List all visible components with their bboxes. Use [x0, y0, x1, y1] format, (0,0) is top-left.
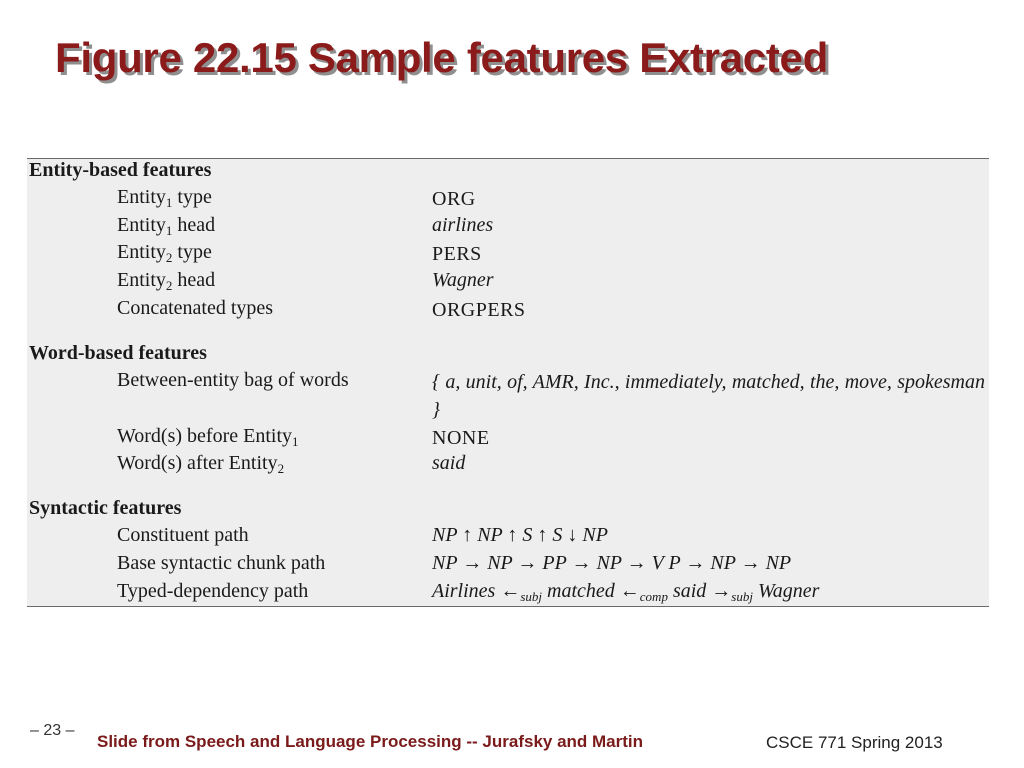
course-label: CSCE 771 Spring 2013 [766, 733, 943, 752]
feature-name: Concatenated types [117, 297, 274, 319]
feature-name: Entity$_1$ head [117, 214, 216, 238]
section-title-syntactic: Syntactic features [29, 497, 182, 519]
feature-name: Entity$_2$ head [117, 269, 216, 293]
feature-value: said [432, 452, 466, 474]
feature-name: Between-entity bag of words [117, 369, 349, 391]
feature-value: NP ↑ NP ↑ S ↑ S ↓ NP [432, 524, 608, 546]
feature-name: Entity$_1$ type [117, 186, 212, 210]
feature-name: Constituent path [117, 524, 249, 546]
feature-value: airlines [432, 214, 494, 236]
feature-value: NP → NP → PP → NP → V P → NP → NP [432, 552, 792, 574]
page-number: – 23 – [30, 722, 75, 739]
feature-name: Typed-dependency path [117, 580, 309, 602]
feature-name: Entity$_2$ type [117, 241, 212, 265]
slide-title: Figure 22.15 Sample features Extracted [55, 34, 828, 81]
feature-value: ORGPERS [432, 299, 526, 321]
feature-name: Word(s) after Entity$_2$ [117, 452, 285, 476]
feature-value: { a, unit, of, AMR, Inc., immediately, matched, the, move, spokesman } [432, 371, 985, 421]
slide-credit: Slide from Speech and Language Processing -- Jurafsky and Martin [97, 732, 644, 751]
feature-value: NONE [432, 427, 490, 449]
feature-value: Airlines $\leftarrow_{subj}$ matched $\leftarrow_{comp}$ said $\to_{subj}$ Wagner [432, 580, 820, 604]
feature-value: Wagner [432, 269, 494, 291]
section-title-entity: Entity-based features [29, 159, 212, 181]
section-title-word: Word-based features [29, 342, 207, 364]
feature-value: ORG [432, 188, 476, 210]
feature-table [27, 158, 989, 607]
feature-value: PERS [432, 243, 482, 265]
feature-name: Word(s) before Entity$_1$ [117, 425, 299, 449]
feature-name: Base syntactic chunk path [117, 552, 326, 574]
